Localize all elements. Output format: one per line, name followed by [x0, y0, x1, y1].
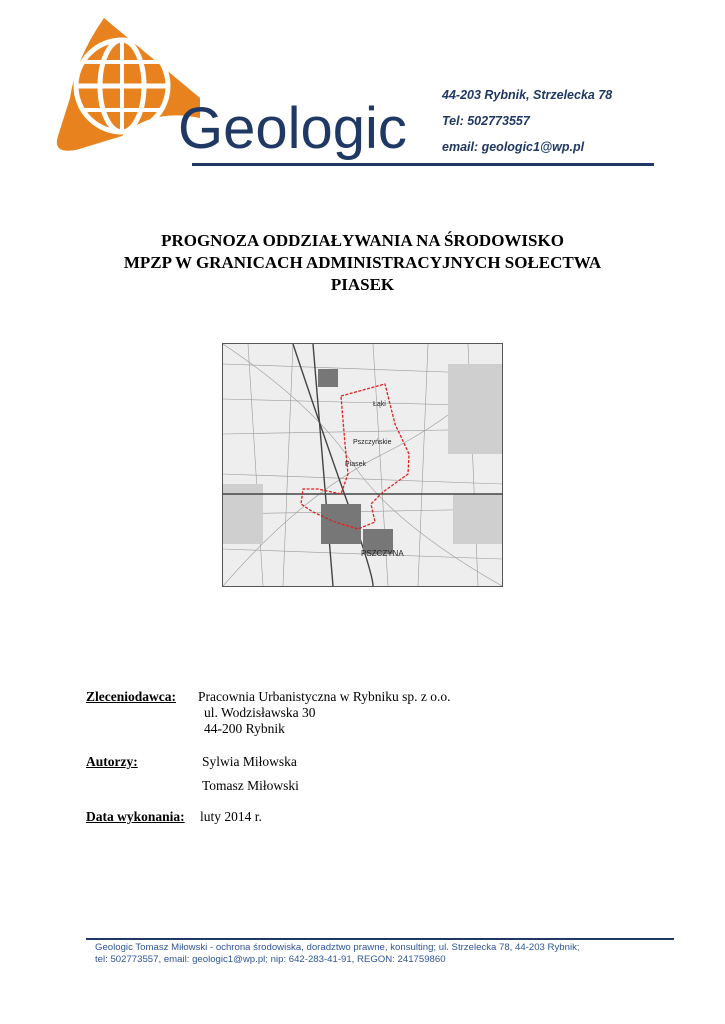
map-label-pszczyna: PSZCZYNA [361, 549, 404, 558]
document-title [60, 230, 665, 296]
footer [95, 942, 580, 966]
client-name: Pracownia Urbanistyczna w Rybniku sp. z o.o. [198, 689, 451, 704]
author-2: Tomasz Miłowski [202, 778, 299, 793]
contact-address: 44-203 Rybnik, Strzelecka 78 [442, 88, 613, 102]
contact-block [442, 82, 612, 160]
footer-line-2: tel: 502773557, email: geologic1@wp.pl; nip: 642-283-41-91, REGON: 241759860 [95, 954, 446, 965]
globe-icon [76, 40, 168, 132]
title-line-3: PIASEK [330, 275, 395, 294]
contact-phone: Tel: 502773557 [442, 114, 530, 128]
client-label: Zleceniodawca: [86, 689, 176, 704]
footer-rule [86, 938, 674, 940]
title-line-2: MPZP W GRANICACH ADMINISTRACYJNYCH SOŁECTWA [123, 253, 602, 272]
location-map [222, 343, 503, 587]
authors-label: Autorzy: [86, 754, 138, 769]
date-value: luty 2014 r. [200, 809, 262, 824]
header-rule [192, 163, 654, 166]
footer-line-1: Geologic Tomasz Miłowski - ochrona środowiska, doradztwo prawne, konsulting; ul. Strzelecka 78, 44-203 Rybnik; [95, 942, 580, 953]
logo-wordmark: Geologic [178, 96, 407, 161]
contact-email: email: geologic1@wp.pl [442, 140, 585, 154]
client-street: ul. Wodzisławska 30 [204, 705, 316, 720]
date-label: Data wykonania: [86, 809, 185, 824]
client-city: 44-200 Rybnik [204, 721, 285, 736]
title-line-1: PROGNOZA ODDZIAŁYWANIA NA ŚRODOWISKO [161, 231, 564, 250]
map-label-piasek: Piasek [345, 461, 367, 468]
map-label-pszczynskie: Pszczyńskie [353, 439, 392, 446]
geologic-logo [52, 18, 422, 168]
map-label-laki: Łąki [373, 401, 386, 408]
author-1: Sylwia Miłowska [202, 754, 297, 769]
